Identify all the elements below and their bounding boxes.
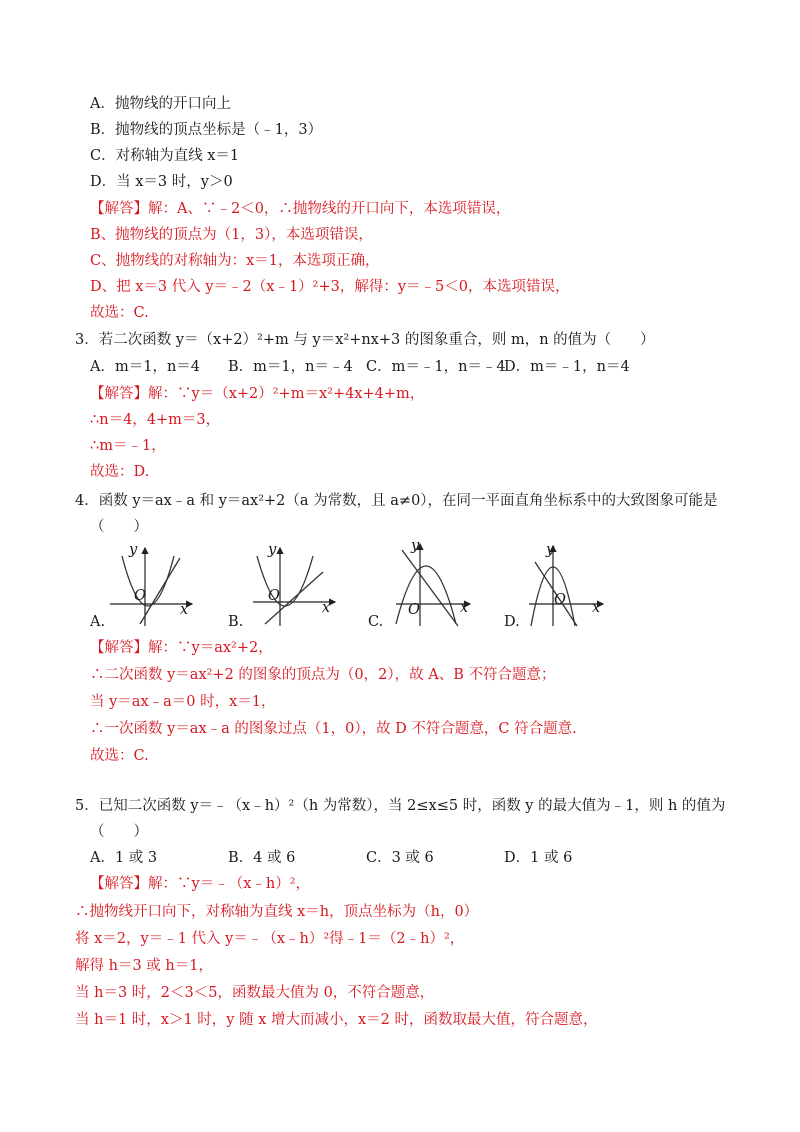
q5-option-a: A．1 或 3 bbox=[90, 850, 158, 866]
graph-c-label: C. bbox=[368, 614, 384, 630]
parabola bbox=[396, 566, 456, 624]
q4-solution-5: 故选：C. bbox=[90, 748, 149, 764]
q2-option-d: D．当 x＝3 时，y＞0 bbox=[90, 174, 233, 190]
graph-a-label: A. bbox=[90, 614, 106, 630]
q5-solution-4: 解得 h＝3 或 h＝1， bbox=[75, 958, 213, 974]
graph-d-x-label: x bbox=[592, 600, 601, 616]
q2-solution-4: D、把 x＝3 代入 y＝﹣2（x﹣1）²+3，解得：y＝﹣5＜0，本选项错误， bbox=[90, 279, 570, 295]
q3-solution-3: ∴m＝﹣1， bbox=[90, 438, 166, 454]
graph-b-label: B. bbox=[228, 614, 244, 630]
graph-c-x-label: x bbox=[460, 600, 469, 616]
q2-solution-2: B、抛物线的顶点为（1，3），本选项错误， bbox=[90, 227, 373, 243]
q4-solution-4: ∴一次函数 y＝ax﹣a 的图象过点（1，0），故 D 不符合题意，C 符合题意. bbox=[90, 721, 577, 737]
q5-solution-5: 当 h＝3 时，2＜3＜5，函数最大值为 0，不符合题意， bbox=[75, 985, 435, 1001]
q5-solution-1: 【解答】解：∵y＝﹣（x﹣h）²， bbox=[90, 876, 311, 892]
q5-solution-2: ∴抛物线开口向下，对称轴为直线 x＝h，顶点坐标为（h，0） bbox=[75, 904, 479, 920]
q5-solution-3: 将 x＝2，y＝﹣1 代入 y＝﹣（x﹣h）²得﹣1＝（2﹣h）²， bbox=[75, 931, 465, 947]
graph-d-y-label: y bbox=[546, 542, 555, 558]
q4-solution-3: 当 y＝ax﹣a＝0 时，x＝1， bbox=[90, 694, 276, 710]
q4-solution-2: ∴二次函数 y＝ax²+2 的图象的顶点为（0，2），故 A、B 不符合题意； bbox=[90, 667, 556, 683]
q2-option-b: B．抛物线的顶点坐标是（﹣1，3） bbox=[90, 122, 323, 138]
q5-option-c: C．3 或 6 bbox=[366, 850, 434, 866]
graph-b-origin: O bbox=[268, 588, 280, 604]
graph-d-origin: O bbox=[554, 592, 566, 608]
q2-solution-1: 【解答】解：A、∵﹣2＜0，∴抛物线的开口向下，本选项错误， bbox=[90, 201, 511, 217]
graph-b-x-label: x bbox=[322, 600, 331, 616]
q3-solution-4: 故选：D. bbox=[90, 464, 150, 480]
q5-option-b: B．4 或 6 bbox=[228, 850, 296, 866]
q5-option-d: D．1 或 6 bbox=[504, 850, 573, 866]
q3-solution-1: 【解答】解：∵y＝（x+2）²+m＝x²+4x+4+m， bbox=[90, 386, 425, 402]
graph-c bbox=[388, 536, 488, 630]
q4-stem: 4．函数 y＝ax﹣a 和 y＝ax²+2（a 为常数，且 a≠0），在同一平面直角坐标系中的大致图象可能是 bbox=[75, 493, 718, 509]
q3-option-c: C．m＝﹣1，n＝﹣4 bbox=[366, 359, 506, 375]
q4-paren: （ ） bbox=[90, 519, 148, 535]
graph-a-origin: O bbox=[134, 588, 146, 604]
graph-b-y-label: y bbox=[268, 542, 277, 558]
q3-solution-2: ∴n＝4，4+m＝3， bbox=[90, 412, 221, 428]
graph-a-y-label: y bbox=[129, 542, 138, 558]
q5-solution-6: 当 h＝1 时，x＞1 时，y 随 x 增大而减小，x＝2 时，函数取最大值，符合题意， bbox=[75, 1012, 598, 1028]
q5-paren: （ ） bbox=[90, 824, 148, 840]
q3-stem: 3．若二次函数 y＝（x+2）²+m 与 y＝x²+nx+3 的图象重合，则 m，n 的值为（ ） bbox=[75, 332, 655, 348]
q3-option-b: B．m＝1，n＝﹣4 bbox=[228, 359, 353, 375]
graph-c-y-label: y bbox=[411, 538, 420, 554]
q2-solution-5: 故选：C. bbox=[90, 305, 149, 321]
q5-stem: 5．已知二次函数 y＝﹣（x﹣h）²（h 为常数），当 2≤x≤5 时，函数 y 的最大值为﹣1，则 h 的值为 bbox=[75, 798, 726, 814]
straight-line bbox=[140, 558, 180, 624]
q4-solution-1: 【解答】解：∵y＝ax²+2， bbox=[90, 640, 273, 656]
q3-option-d: D．m＝﹣1，n＝4 bbox=[504, 359, 630, 375]
q2-option-c: C．对称轴为直线 x＝1 bbox=[90, 148, 240, 164]
graph-d-label: D. bbox=[504, 614, 520, 630]
q2-option-a: A．抛物线的开口向上 bbox=[90, 96, 231, 112]
graph-c-origin: O bbox=[408, 602, 420, 618]
graph-a-x-label: x bbox=[180, 602, 189, 618]
q3-option-a: A．m＝1，n＝4 bbox=[90, 359, 201, 375]
q2-solution-3: C、抛物线的对称轴为：x＝1，本选项正确， bbox=[90, 253, 380, 269]
parabola bbox=[257, 556, 313, 606]
